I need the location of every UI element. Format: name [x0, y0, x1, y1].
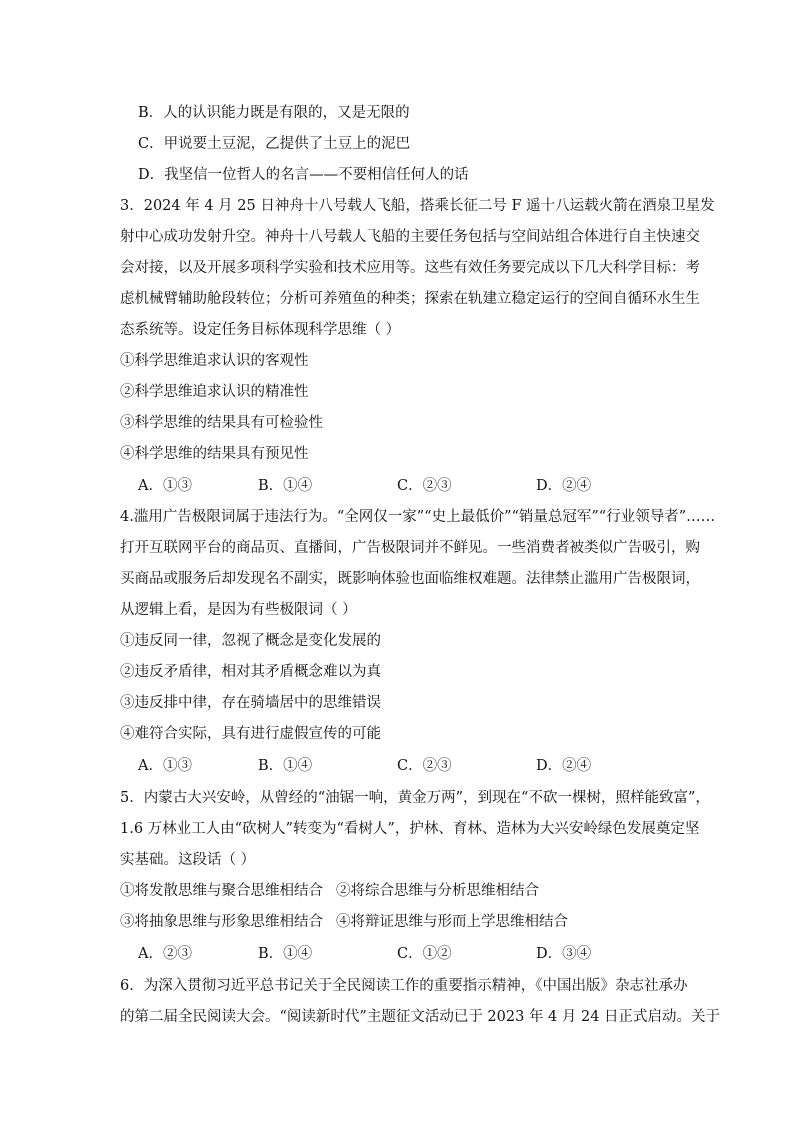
q4-choices [138, 756, 658, 776]
q3-item: ②科学思维追求认识的精准性 [120, 384, 309, 400]
q4-item: ②违反矛盾律，相对其矛盾概念难以为真 [120, 664, 381, 680]
q5-item: ④将辩证思维与形而上学思维相结合 [336, 914, 568, 930]
q6-stem-line: 6．为深入贯彻习近平总书记关于全民阅读工作的重要指示精神，《中国出版》杂志社承办 [120, 978, 688, 994]
q4-stem-line: 4.滥用广告极限词属于违法行为。“全网仅一家”“史上最低价”“销量总冠军”“行业领导者”…… [120, 509, 716, 525]
q5-choice-c: C．①② [397, 946, 452, 962]
q3-choice-a: A．①③ [138, 478, 192, 494]
q4-stem-line: 从逻辑上看，是因为有些极限词（ ） [120, 602, 357, 618]
q5-stem-line: 5．内蒙古大兴安岭，从曾经的“油锯一响，黄金万两”，到现在“不砍一棵树，照样能致富”， [120, 790, 710, 806]
q2-option-c: C．甲说要土豆泥，乙提供了土豆上的泥巴 [138, 136, 411, 152]
q4-stem-line: 打开互联网平台的商品页、直播间，广告极限词并不鲜见。一些消费者被类似广告吸引，购 [120, 540, 700, 556]
q3-stem-line: 虑机械臂辅助舱段转位；分析可养殖鱼的种类；探索在轨建立稳定运行的空间自循环水生生 [120, 291, 700, 307]
q3-choice-d: D．②④ [536, 478, 592, 494]
q5-choice-b: B．①④ [258, 946, 313, 962]
q4-stem-line: 买商品或服务后却发现名不副实，既影响体验也面临维权难题。法律禁止滥用广告极限词， [120, 571, 700, 587]
q5-items-row [120, 912, 640, 932]
q3-choice-b: B．①④ [258, 478, 313, 494]
q2-option-d: D．我坚信一位哲人的名言——不要相信任何人的话 [138, 167, 469, 183]
q5-item: ②将综合思维与分析思维相结合 [336, 883, 539, 899]
q4-choice-c: C．②③ [397, 758, 452, 774]
q3-item: ③科学思维的结果具有可检验性 [120, 415, 323, 431]
q3-stem-line: 3．2024 年 4 月 25 日神舟十八号载人飞船，搭乘长征二号 F 遥十八运载火箭在酒泉卫星发 [120, 198, 715, 214]
q3-choices [138, 476, 658, 496]
q4-item: ①违反同一律，忽视了概念是变化发展的 [120, 633, 381, 649]
q5-stem-line: 实基础。这段话（ ） [120, 852, 256, 868]
q3-item: ④科学思维的结果具有预见性 [120, 446, 309, 462]
q3-stem-line: 态系统等。设定任务目标体现科学思维（ ） [120, 322, 401, 338]
q3-choice-c: C．②③ [397, 478, 452, 494]
q5-item: ①将发散思维与聚合思维相结合 [120, 883, 323, 899]
q2-option-b: B．人的认识能力既是有限的，又是无限的 [138, 105, 410, 121]
q4-item: ④难符合实际，具有进行虚假宣传的可能 [120, 726, 381, 742]
q3-stem-line: 会对接，以及开展多项科学实验和技术应用等。这些有效任务要完成以下几大科学目标：考 [120, 260, 700, 276]
q4-choice-a: A．①③ [138, 758, 192, 774]
q3-stem-line: 射中心成功发射升空。神舟十八号载人飞船的主要任务包括与空间站组合体进行自主快速交 [120, 229, 700, 245]
q4-choice-d: D．②④ [536, 758, 592, 774]
q5-items-row [120, 881, 640, 901]
q5-stem-line: 1.6 万林业工人由“砍树人”转变为“看树人”，护林、育林、造林为大兴安岭绿色发展奠定坚 [120, 821, 700, 837]
q4-choice-b: B．①④ [258, 758, 313, 774]
q5-choice-a: A．②③ [138, 946, 192, 962]
q5-choice-d: D．③④ [536, 946, 592, 962]
q5-item: ③将抽象思维与形象思维相结合 [120, 914, 323, 930]
q4-item: ③违反排中律，存在骑墙居中的思维错误 [120, 695, 381, 711]
q6-stem-line: 的第二届全民阅读大会。“阅读新时代”主题征文活动已于 2023 年 4 月 24 日正式启动。关于 [120, 1009, 721, 1025]
q3-item: ①科学思维追求认识的客观性 [120, 353, 309, 369]
q5-choices [138, 944, 658, 964]
